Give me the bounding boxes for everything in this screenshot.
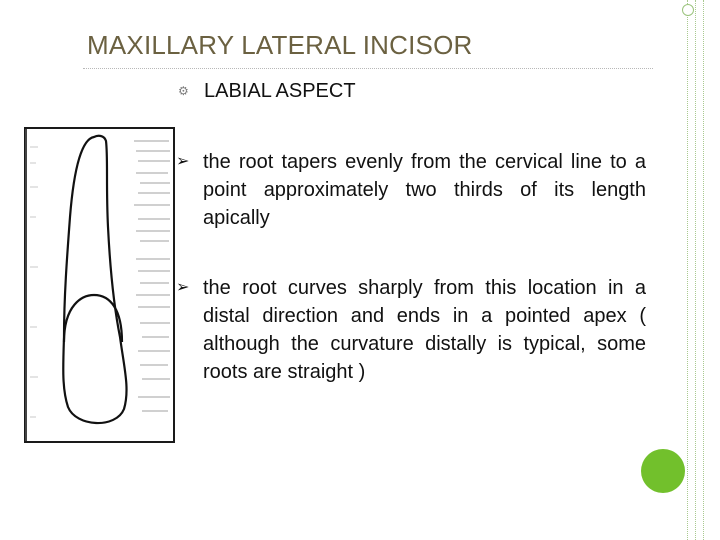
slide-title: MAXILLARY LATERAL INCISOR [87,30,473,60]
arrow-bullet-icon: ➢ [176,153,190,170]
arrow-bullet-icon: ➢ [176,279,190,296]
decor-line [703,0,704,540]
decor-circle-green [641,449,685,493]
gear-bullet-icon: ⚙ [178,84,189,98]
decor-line [695,0,696,540]
decor-circle-small [682,4,694,16]
heading-bullet-text: LABIAL ASPECT [204,80,356,102]
title-divider [83,68,653,70]
bullet-text: the root curves sharply from this location in a distal direction and ends in a pointed apex ( although the curvature distally is typical, some roots are straight ) [203,277,646,383]
tooth-diagram-svg [24,127,175,443]
tooth-outline-diagram [24,127,175,443]
decor-line [687,0,688,540]
bullet-text: the root tapers evenly from the cervical line to a point approximately two thirds of its length apically [203,151,646,229]
